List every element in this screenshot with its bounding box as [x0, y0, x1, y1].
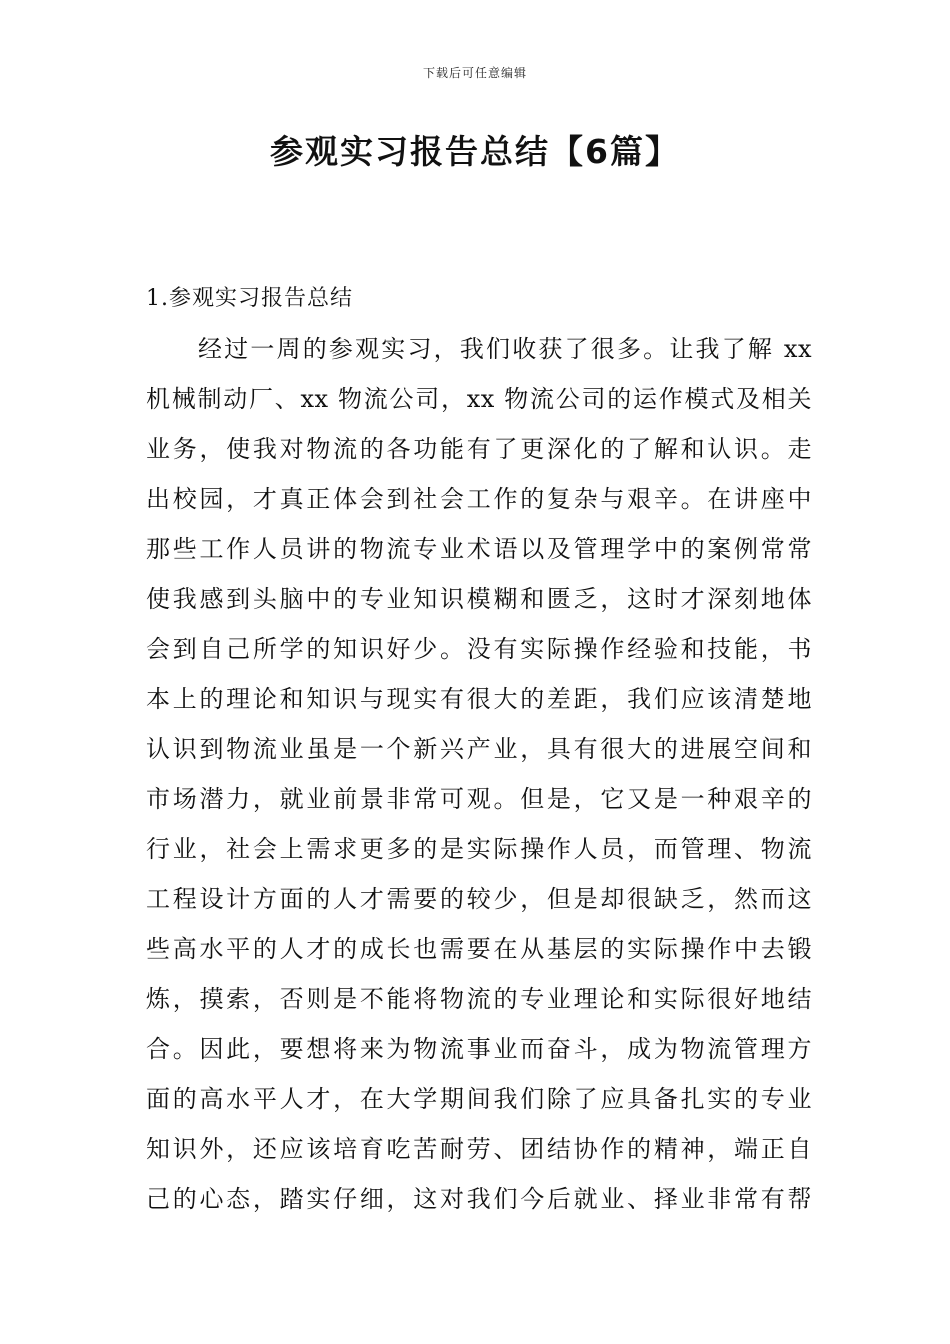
document-title: 参观实习报告总结【6篇】	[270, 132, 680, 171]
paragraph-line: 机械制动厂、xx 物流公司，xx 物流公司的运作模式及相关	[146, 385, 812, 413]
paragraph-line: 己的心态，踏实仔细，这对我们今后就业、择业非常有帮	[146, 1185, 812, 1213]
section-heading: 1.参观实习报告总结	[146, 286, 353, 311]
paragraph-line: 市场潜力，就业前景非常可观。但是，它又是一种艰辛的	[146, 785, 812, 813]
paragraph-line: 些高水平的人才的成长也需要在从基层的实际操作中去锻	[146, 935, 812, 963]
paragraph-line: 知识外，还应该培育吃苦耐劳、团结协作的精神，端正自	[146, 1135, 812, 1163]
paragraph-line: 炼，摸索，否则是不能将物流的专业理论和实际很好地结	[146, 985, 812, 1013]
paragraph-line: 认识到物流业虽是一个新兴产业，具有很大的进展空间和	[146, 735, 812, 763]
paragraph-line: 本上的理论和知识与现实有很大的差距，我们应该清楚地	[146, 685, 812, 713]
paragraph-line: 业务，使我对物流的各功能有了更深化的了解和认识。走	[146, 435, 812, 463]
paragraph-line: 出校园，才真正体会到社会工作的复杂与艰辛。在讲座中	[146, 485, 812, 513]
paragraph-line: 经过一周的参观实习，我们收获了很多。让我了解 xx	[198, 335, 812, 363]
paragraph-line: 合。因此，要想将来为物流事业而奋斗，成为物流管理方	[146, 1035, 812, 1063]
section-body	[146, 333, 812, 1233]
paragraph-line: 会到自己所学的知识好少。没有实际操作经验和技能，书	[146, 635, 812, 663]
paragraph-line: 使我感到头脑中的专业知识模糊和匮乏，这时才深刻地体	[146, 585, 812, 613]
header-note: 下载后可任意编辑	[422, 66, 527, 80]
paragraph-line: 工程设计方面的人才需要的较少，但是却很缺乏，然而这	[146, 885, 812, 913]
paragraph-line: 面的高水平人才，在大学期间我们除了应具备扎实的专业	[146, 1085, 812, 1113]
paragraph-line: 行业，社会上需求更多的是实际操作人员，而管理、物流	[146, 835, 812, 863]
paragraph-line: 那些工作人员讲的物流专业术语以及管理学中的案例常常	[146, 535, 812, 563]
